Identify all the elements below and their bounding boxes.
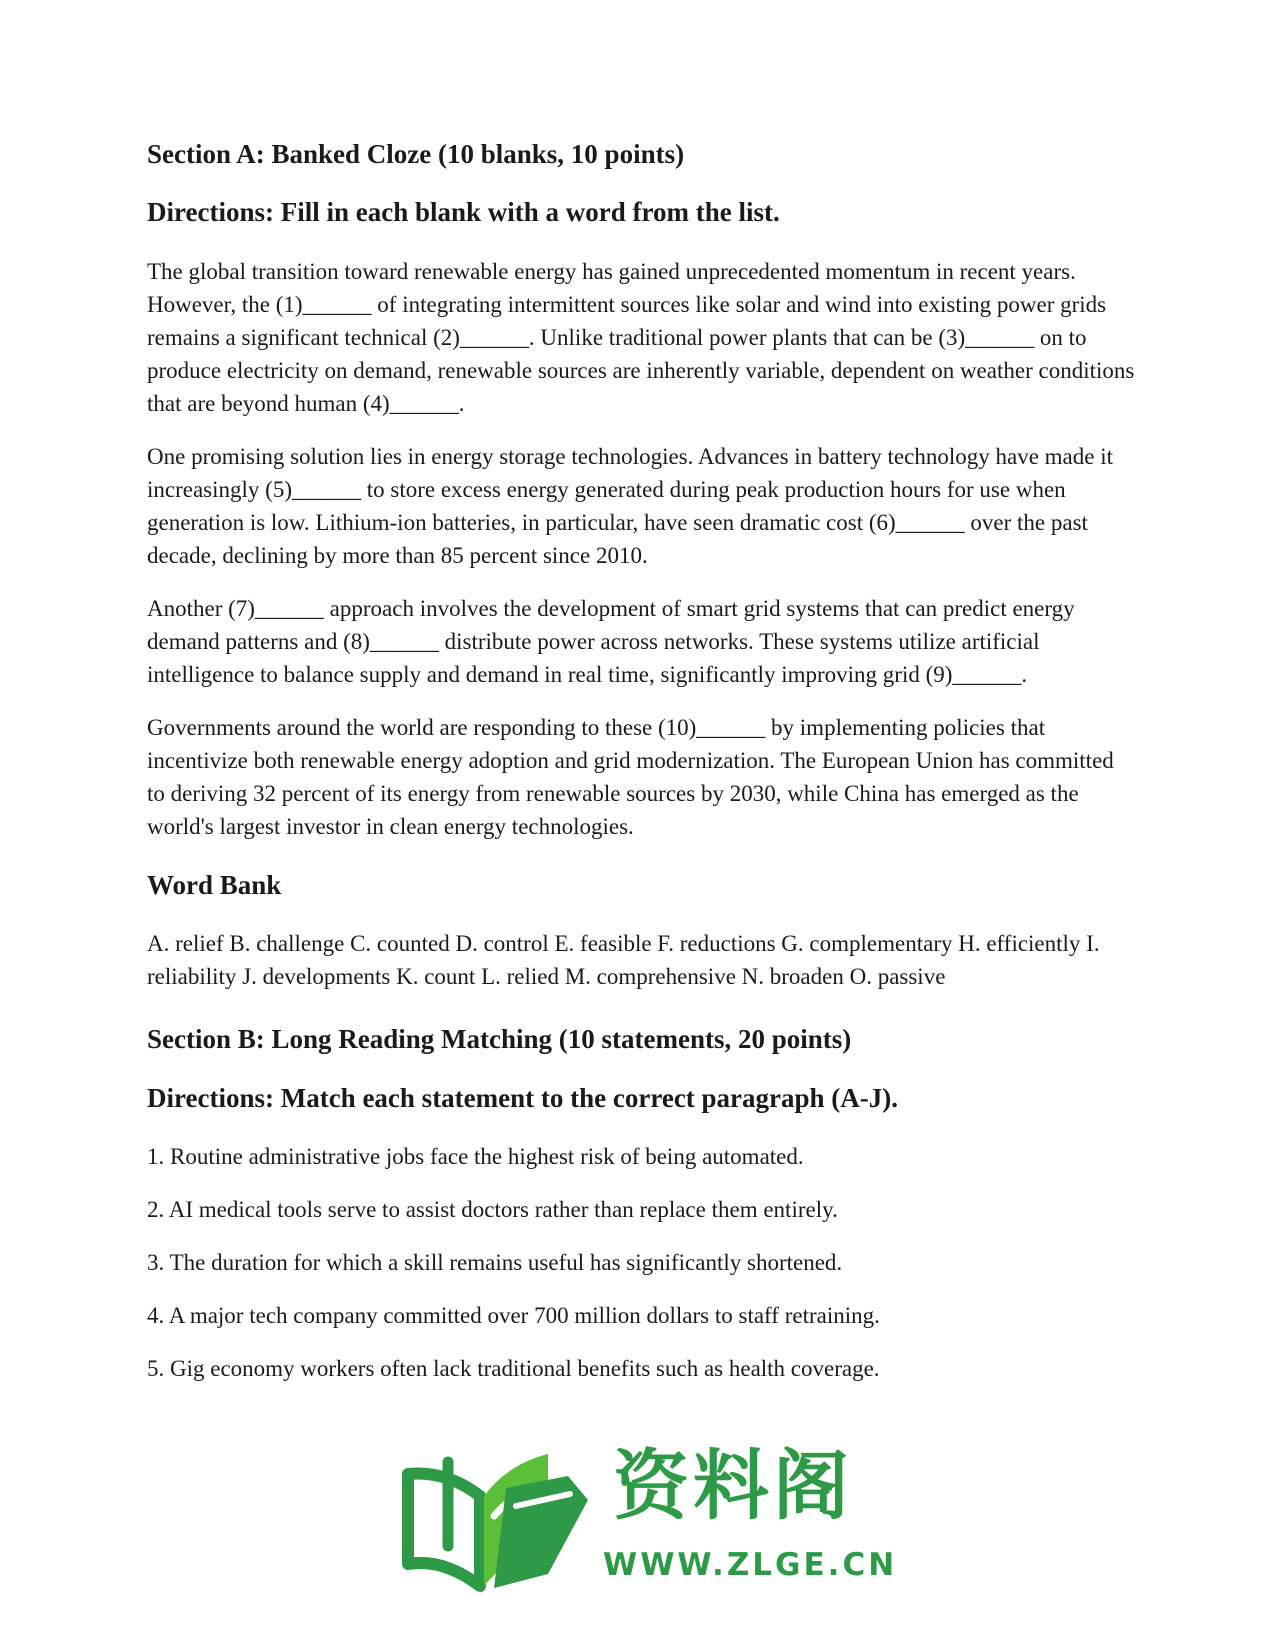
watermark-cn-text: 资料阁 xyxy=(613,1441,853,1530)
section-a-title: Section A: Banked Cloze (10 blanks, 10 points) xyxy=(147,139,685,169)
word-bank: A. relief B. challenge C. counted D. control E. feasible F. reductions G. complementary H. efficiently I. reliability J. developments K. count L. relied M. comprehensive N. broaden O. passive xyxy=(147,931,1100,990)
section-b-title: Section B: Long Reading Matching (10 statements, 20 points) xyxy=(147,1024,852,1055)
cloze-paragraph-4: Governments around the world are responding to these (10)______ by implementing policies that incentivize both renewable energy adoption and grid modernization. The European Union has committed to deriving 32 percent of its energy from renewable sources by 2030, while China has emerged as the world's largest investor in clean energy technologies. xyxy=(147,714,1114,839)
section-a-directions: Directions: Fill in each blank with a word from the list. xyxy=(147,197,780,228)
section-b-directions: Directions: Match each statement to the correct paragraph (A-J). xyxy=(147,1082,899,1113)
statement-item: 3. The duration for which a skill remains useful has significantly shortened. xyxy=(147,1249,843,1275)
statement-item: 2. AI medical tools serve to assist doctors rather than replace them entirely. xyxy=(147,1196,838,1222)
cloze-paragraph-3: Another (7)______ approach involves the development of smart grid systems that can predict energy demand patterns and (8)______ distribute power across networks. These systems utilize artificial intelligence to balance supply and demand in real time, significantly improving grid (9)______. xyxy=(147,595,1075,687)
cloze-paragraph-1: The global transition toward renewable energy has gained unprecedented momentum in recent years. However, the (1)______ of integrating intermittent sources like solar and wind into existing power grids remains a significant technical (2)______. Unlike traditional power plants that can be (3)______ on to produce electricity on demand, renewable sources are inherently variable, dependent on weather conditions that are beyond human (4)______. xyxy=(147,258,1135,416)
word-bank-title: Word Bank xyxy=(147,869,282,900)
statement-item: 5. Gig economy workers often lack traditional benefits such as health coverage. xyxy=(147,1355,880,1381)
statement-item: 1. Routine administrative jobs face the highest risk of being automated. xyxy=(147,1143,804,1169)
cloze-paragraph-2: One promising solution lies in energy storage technologies. Advances in battery technology have made it increasingly (5)______ to store excess energy generated during peak production hours for use when generation is low. Lithium-ion batteries, in particular, have seen dramatic cost (6)______ over the past decade, declining by more than 85 percent since 2010. xyxy=(147,443,1113,568)
document-page xyxy=(147,138,1137,1405)
watermark-url: WWW.ZLGE.CN xyxy=(603,1547,898,1583)
statement-item: 4. A major tech company committed over 700 million dollars to staff retraining. xyxy=(147,1302,880,1328)
watermark-logo xyxy=(398,1441,898,1596)
open-book-icon xyxy=(398,1446,598,1596)
